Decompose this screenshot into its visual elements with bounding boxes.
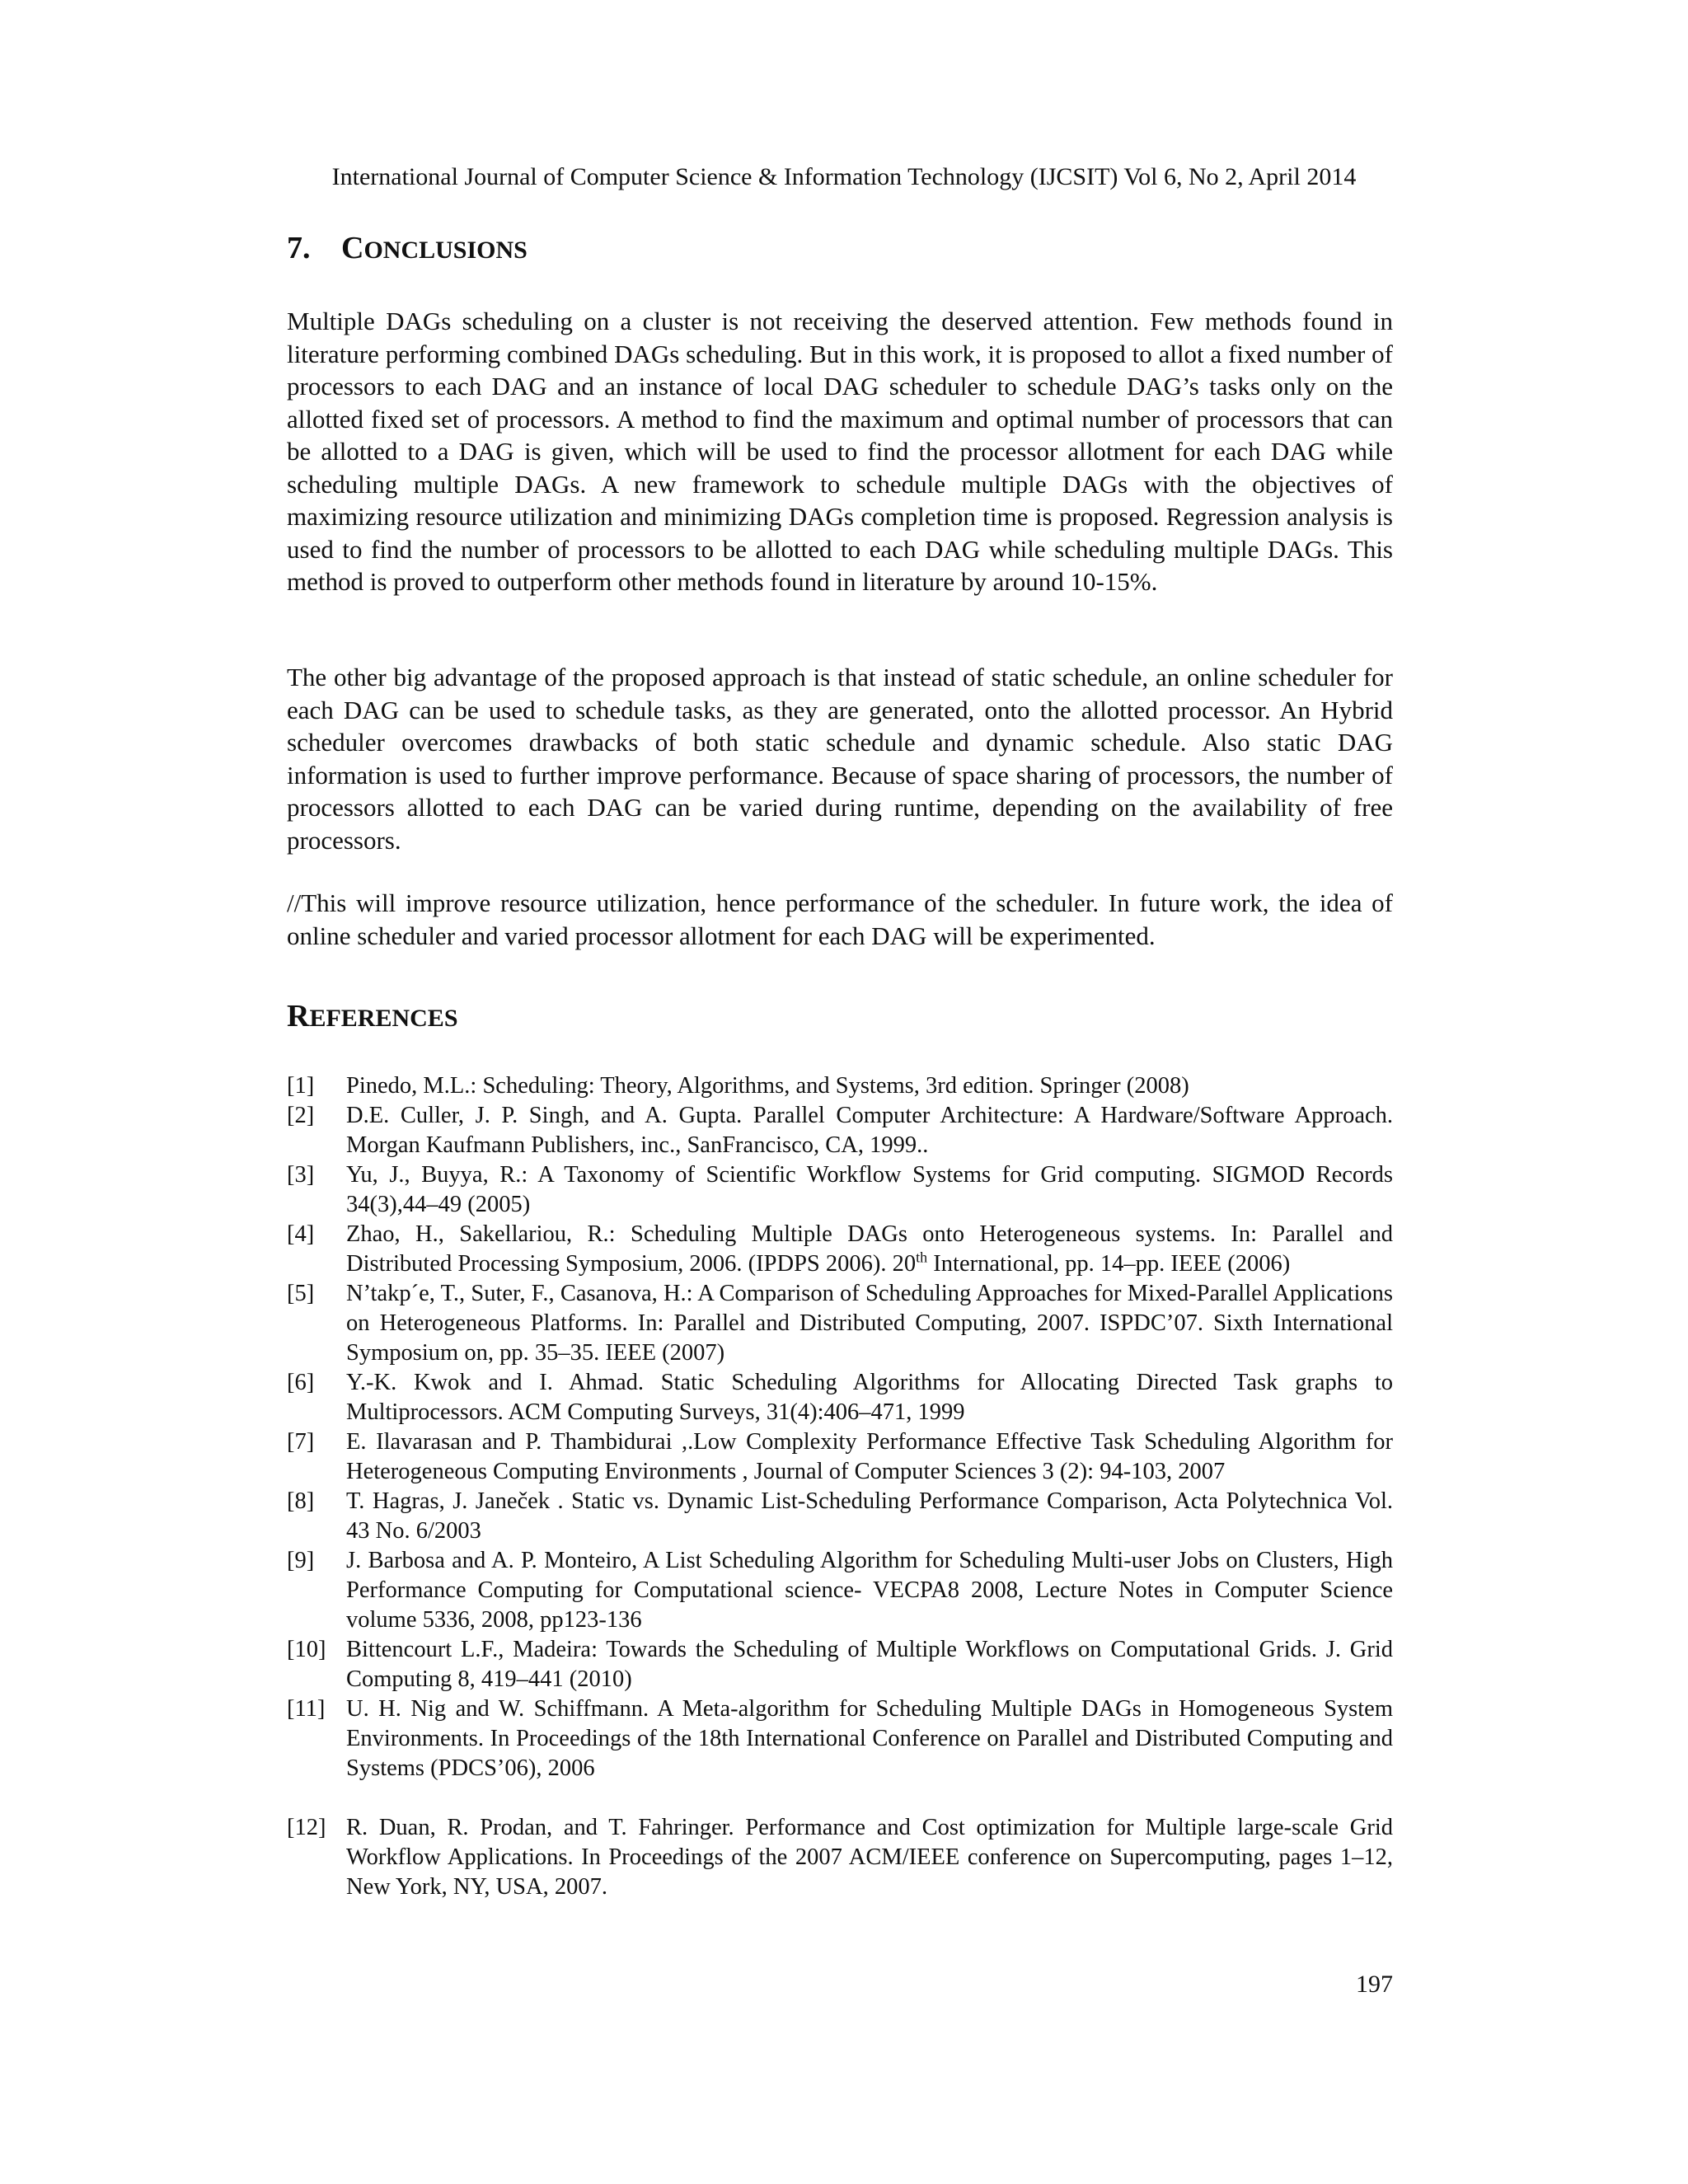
reference-number: [7]	[287, 1429, 315, 1455]
reference-number: [1]	[287, 1073, 315, 1099]
page-number: 197	[1356, 1971, 1393, 1998]
reference-number: [10]	[287, 1637, 326, 1662]
reference-item	[287, 1220, 1393, 1279]
reference-text: U. H. Nig and W. Schiffmann. A Meta-algorithm for Scheduling Multiple DAGs in Homogeneous System Environments. In Proceedings of the 18th International Conference on Parallel and Distributed Computing and Systems (PDCS’06), 2006	[346, 1696, 1393, 1781]
reference-item	[287, 1694, 1393, 1783]
reference-number: [11]	[287, 1696, 326, 1722]
reference-number: [2]	[287, 1103, 315, 1128]
reference-text: N’takp´e, T., Suter, F., Casanova, H.: A Comparison of Scheduling Approaches for Mixed-Parallel Applications on Heterogeneous Platforms. In: Parallel and Distributed Computing, 2007. ISPDC’07. Sixth International Symposium on, pp. 35–35. IEEE (2007)	[346, 1281, 1393, 1366]
reference-number: [4]	[287, 1221, 315, 1247]
reference-list	[287, 1071, 1393, 1902]
reference-item	[287, 1071, 1393, 1101]
reference-text: Pinedo, M.L.: Scheduling: Theory, Algorithms, and Systems, 3rd edition. Springer (2008)	[346, 1073, 1189, 1099]
reference-text: R. Duan, R. Prodan, and T. Fahringer. Performance and Cost optimization for Multiple large-scale Grid Workflow Applications. In Proceedings of the 2007 ACM/IEEE conference on Supercomputing, pages 1–12, New York, NY, USA, 2007.	[346, 1815, 1393, 1900]
section-number: 7.	[287, 231, 311, 265]
reference-item	[287, 1279, 1393, 1368]
reference-number: [12]	[287, 1815, 326, 1840]
reference-item	[287, 1813, 1393, 1902]
reference-item	[287, 1101, 1393, 1160]
references-heading	[287, 997, 458, 1038]
reference-superscript: th	[916, 1249, 928, 1266]
references-heading-rest: EFERENCES	[309, 1005, 458, 1032]
reference-text: T. Hagras, J. Janeček . Static vs. Dynamic List-Scheduling Performance Comparison, Acta Polytechnica Vol. 43 No. 6/2003	[346, 1488, 1393, 1544]
reference-number: [5]	[287, 1281, 315, 1306]
reference-text-continued: International, pp. 14–pp. IEEE (2006)	[927, 1251, 1291, 1277]
conclusions-paragraph-2: The other big advantage of the proposed approach is that instead of static schedule, an online scheduler for each DAG can be used to schedule tasks, as they are generated, onto the allotted processor. An Hybrid scheduler overcomes drawbacks of both static schedule and dynamic schedule. Also static DAG information is used to further improve performance. Because of space sharing of processors, the number of processors allotted to each DAG can be varied during runtime, depending on the availability of free processors.	[287, 663, 1393, 855]
reference-text: E. Ilavarasan and P. Thambidurai ,.Low Complexity Performance Effective Task Scheduling Algorithm for Heterogeneous Computing Environments , Journal of Computer Sciences 3 (2): 94-103, 2007	[346, 1429, 1393, 1484]
reference-text: D.E. Culler, J. P. Singh, and A. Gupta. Parallel Computer Architecture: A Hardware/Software Approach. Morgan Kaufmann Publishers, inc., SanFrancisco, CA, 1999..	[346, 1103, 1393, 1158]
reference-item	[287, 1368, 1393, 1427]
reference-number: [6]	[287, 1370, 315, 1395]
reference-text: Zhao, H., Sakellariou, R.: Scheduling Multiple DAGs onto Heterogeneous systems. In: Parallel and Distributed Processing Symposium, 2006. (IPDPS 2006). 20	[346, 1221, 1393, 1277]
reference-item	[287, 1635, 1393, 1694]
reference-text: J. Barbosa and A. P. Monteiro, A List Scheduling Algorithm for Scheduling Multi-user Jobs on Clusters, High Performance Computing for Computational science- VECPA8 2008, Lecture Notes in Computer Science volume 5336, 2008, pp123-136	[346, 1548, 1393, 1633]
reference-number: [3]	[287, 1162, 315, 1188]
reference-number: [9]	[287, 1548, 315, 1573]
reference-item	[287, 1427, 1393, 1487]
reference-item	[287, 1487, 1393, 1546]
conclusions-paragraph-1: Multiple DAGs scheduling on a cluster is not receiving the deserved attention. Few methods found in literature performing combined DAGs scheduling. But in this work, it is proposed to allot a fixed number of processors to each DAG and an instance of local DAG scheduler to schedule DAG’s tasks only on the allotted fixed set of processors. A method to find the maximum and optimal number of processors that can be allotted to a DAG is given, which will be used to find the processor allotment for each DAG while scheduling multiple DAGs. A new framework to schedule multiple DAGs with the objectives of maximizing resource utilization and minimizing DAGs completion time is proposed. Regression analysis is used to find the number of processors to be allotted to each DAG while scheduling multiple DAGs. This method is proved to outperform other methods found in literature by around 10-15%.	[287, 307, 1393, 596]
reference-text: Bittencourt L.F., Madeira: Towards the Scheduling of Multiple Workflows on Computational Grids. J. Grid Computing 8, 419–441 (2010)	[346, 1637, 1393, 1692]
conclusions-heading-rest: ONCLUSIONS	[363, 237, 528, 264]
conclusions-heading	[287, 229, 528, 269]
references-heading-initial: R	[287, 999, 310, 1033]
reference-item	[287, 1160, 1393, 1220]
reference-text: Yu, J., Buyya, R.: A Taxonomy of Scientific Workflow Systems for Grid computing. SIGMOD Records 34(3),44–49 (2005)	[346, 1162, 1393, 1217]
reference-text: Y.-K. Kwok and I. Ahmad. Static Scheduling Algorithms for Allocating Directed Task graphs to Multiprocessors. ACM Computing Surveys, 31(4):406–471, 1999	[346, 1370, 1393, 1425]
reference-item	[287, 1546, 1393, 1635]
reference-number: [8]	[287, 1488, 315, 1514]
conclusions-heading-initial: C	[341, 231, 364, 265]
conclusions-paragraph-3: //This will improve resource utilization, hence performance of the scheduler. In future work, the idea of online scheduler and varied processor allotment for each DAG will be experimented.	[287, 888, 1393, 950]
journal-header: International Journal of Computer Science & Information Technology (IJCSIT) Vol 6, No 2, April 2014	[331, 163, 1357, 190]
